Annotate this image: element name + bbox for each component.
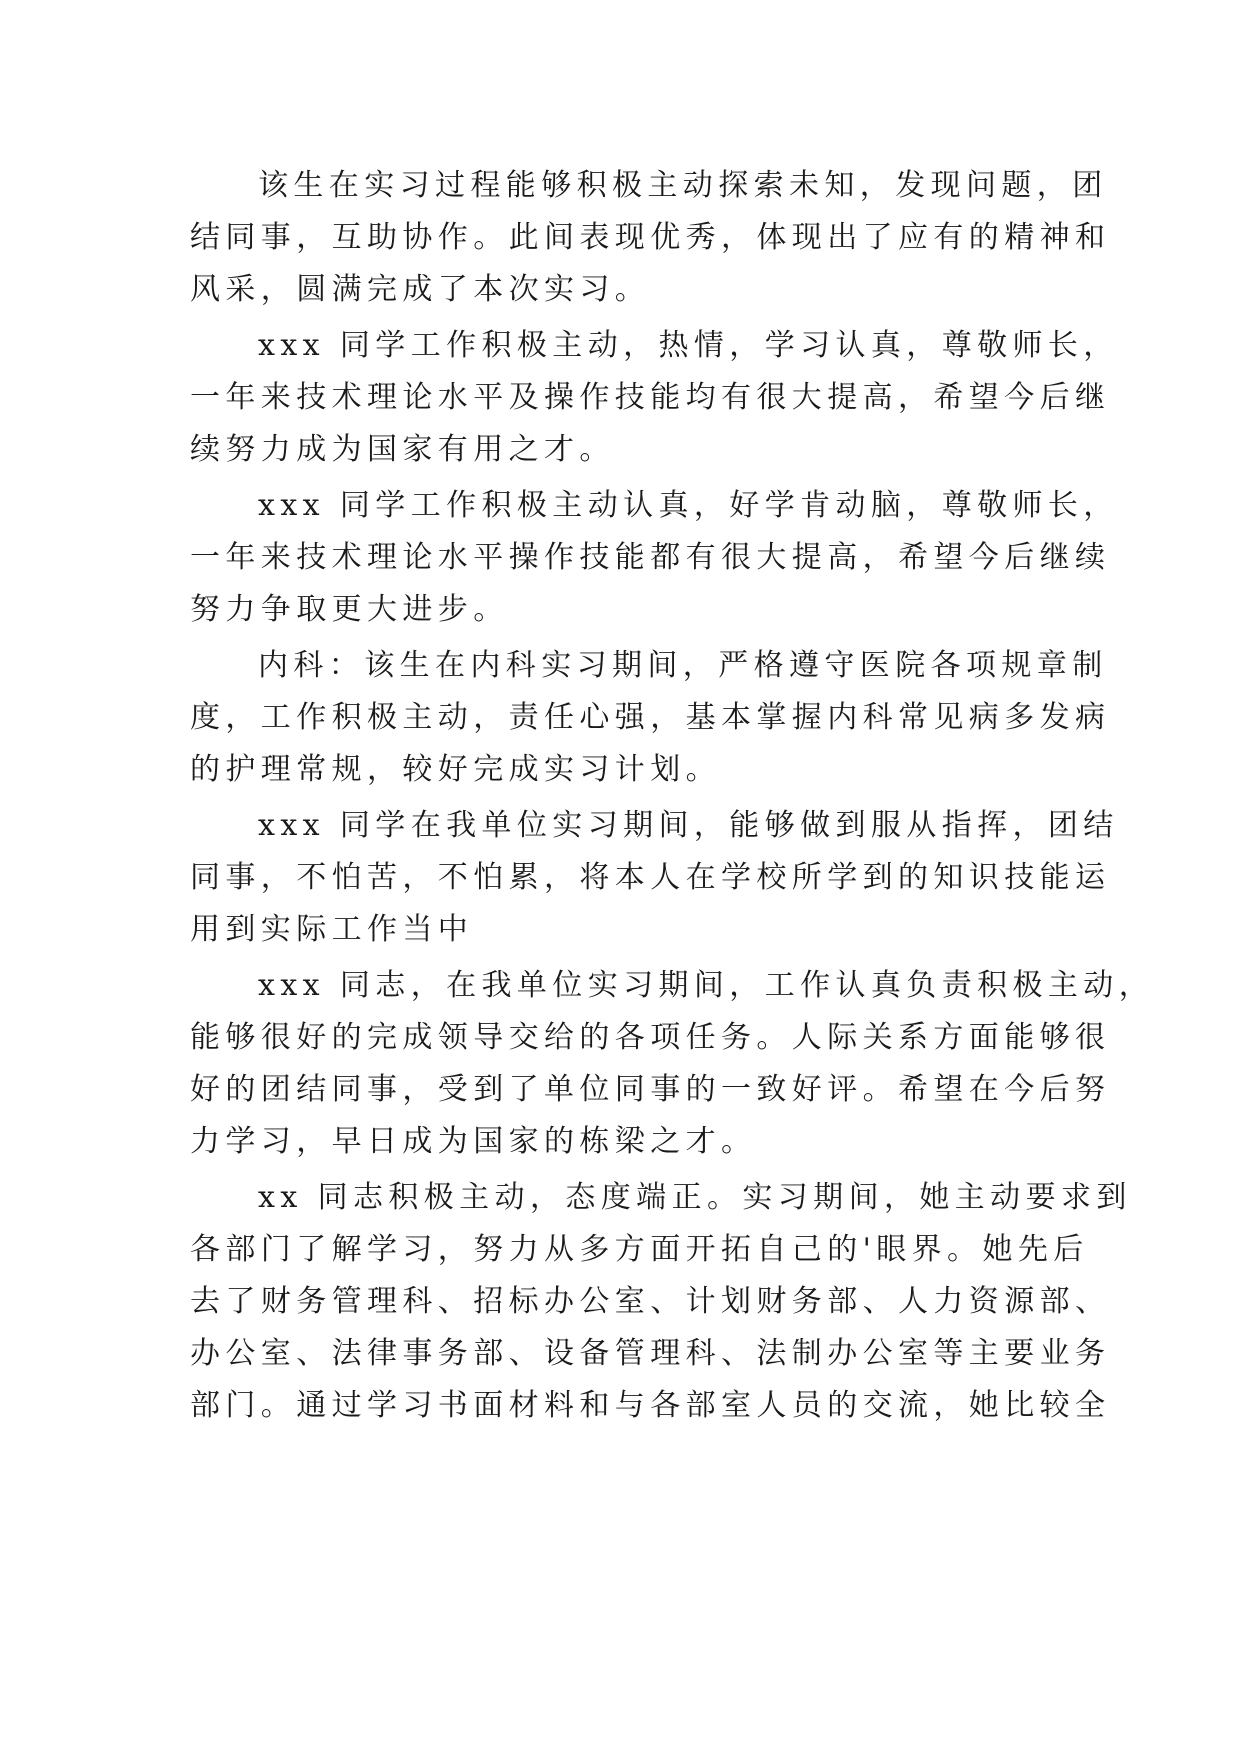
text-line: 努力争取更大进步。 <box>190 592 509 627</box>
text-line: 的护理常规，较好完成实习计划。 <box>190 752 721 787</box>
text-line: 该生在实习过程能够积极主动探索未知，发现问题，团 <box>258 168 1108 203</box>
text-line: 办公室、法律事务部、设备管理科、法制办公室等主要业务 <box>190 1336 1111 1371</box>
text-line: 去了财务管理科、招标办公室、计划财务部、人力资源部、 <box>190 1284 1111 1319</box>
paragraph-3 <box>190 480 1119 636</box>
text-line: 各部门了解学习，努力从多方面开拓自己的'眼界。她先后 <box>190 1232 1089 1267</box>
text-line: 内科：该生在内科实习期间，严格遵守医院各项规章制 <box>258 648 1108 683</box>
paragraph-4 <box>190 640 1111 796</box>
paragraph-6 <box>190 960 1155 1168</box>
paragraph-7 <box>190 1172 1132 1432</box>
text-line: xxx 同学在我单位实习期间，能够做到服从指挥，团结 <box>258 808 1119 843</box>
text-line: 同事，不怕苦，不怕累，将本人在学校所学到的知识技能运 <box>190 860 1111 895</box>
text-line: xx 同志积极主动，态度端正。实习期间，她主动要求到 <box>258 1180 1132 1215</box>
text-line: 一年来技术理论水平操作技能都有很大提高，希望今后继续 <box>190 540 1111 575</box>
paragraph-5 <box>190 800 1119 956</box>
text-line: xxx 同学工作积极主动认真，好学肯动脑，尊敬师长， <box>258 488 1119 523</box>
paragraph-2 <box>190 320 1119 476</box>
text-line: 度，工作积极主动，责任心强，基本掌握内科常见病多发病 <box>190 700 1111 735</box>
text-line: 好的团结同事，受到了单位同事的一致好评。希望在今后努 <box>190 1072 1111 1107</box>
text-line: 部门。通过学习书面材料和与各部室人员的交流，她比较全 <box>190 1388 1111 1423</box>
text-line: xxx 同学工作积极主动，热情，学习认真，尊敬师长， <box>258 328 1119 363</box>
text-line: 用到实际工作当中 <box>190 912 474 947</box>
text-line: xxx 同志，在我单位实习期间，工作认真负责积极主动， <box>258 968 1155 1003</box>
text-line: 续努力成为国家有用之才。 <box>190 432 615 467</box>
paragraph-1 <box>190 160 1111 316</box>
text-line: 风采，圆满完成了本次实习。 <box>190 272 651 307</box>
text-line: 能够很好的完成领导交给的各项任务。人际关系方面能够很 <box>190 1020 1111 1055</box>
document-body <box>190 160 1155 1436</box>
text-line: 一年来技术理论水平及操作技能均有很大提高，希望今后继 <box>190 380 1111 415</box>
text-line: 力学习，早日成为国家的栋梁之才。 <box>190 1124 757 1159</box>
text-line: 结同事，互助协作。此间表现优秀，体现出了应有的精神和 <box>190 220 1111 255</box>
